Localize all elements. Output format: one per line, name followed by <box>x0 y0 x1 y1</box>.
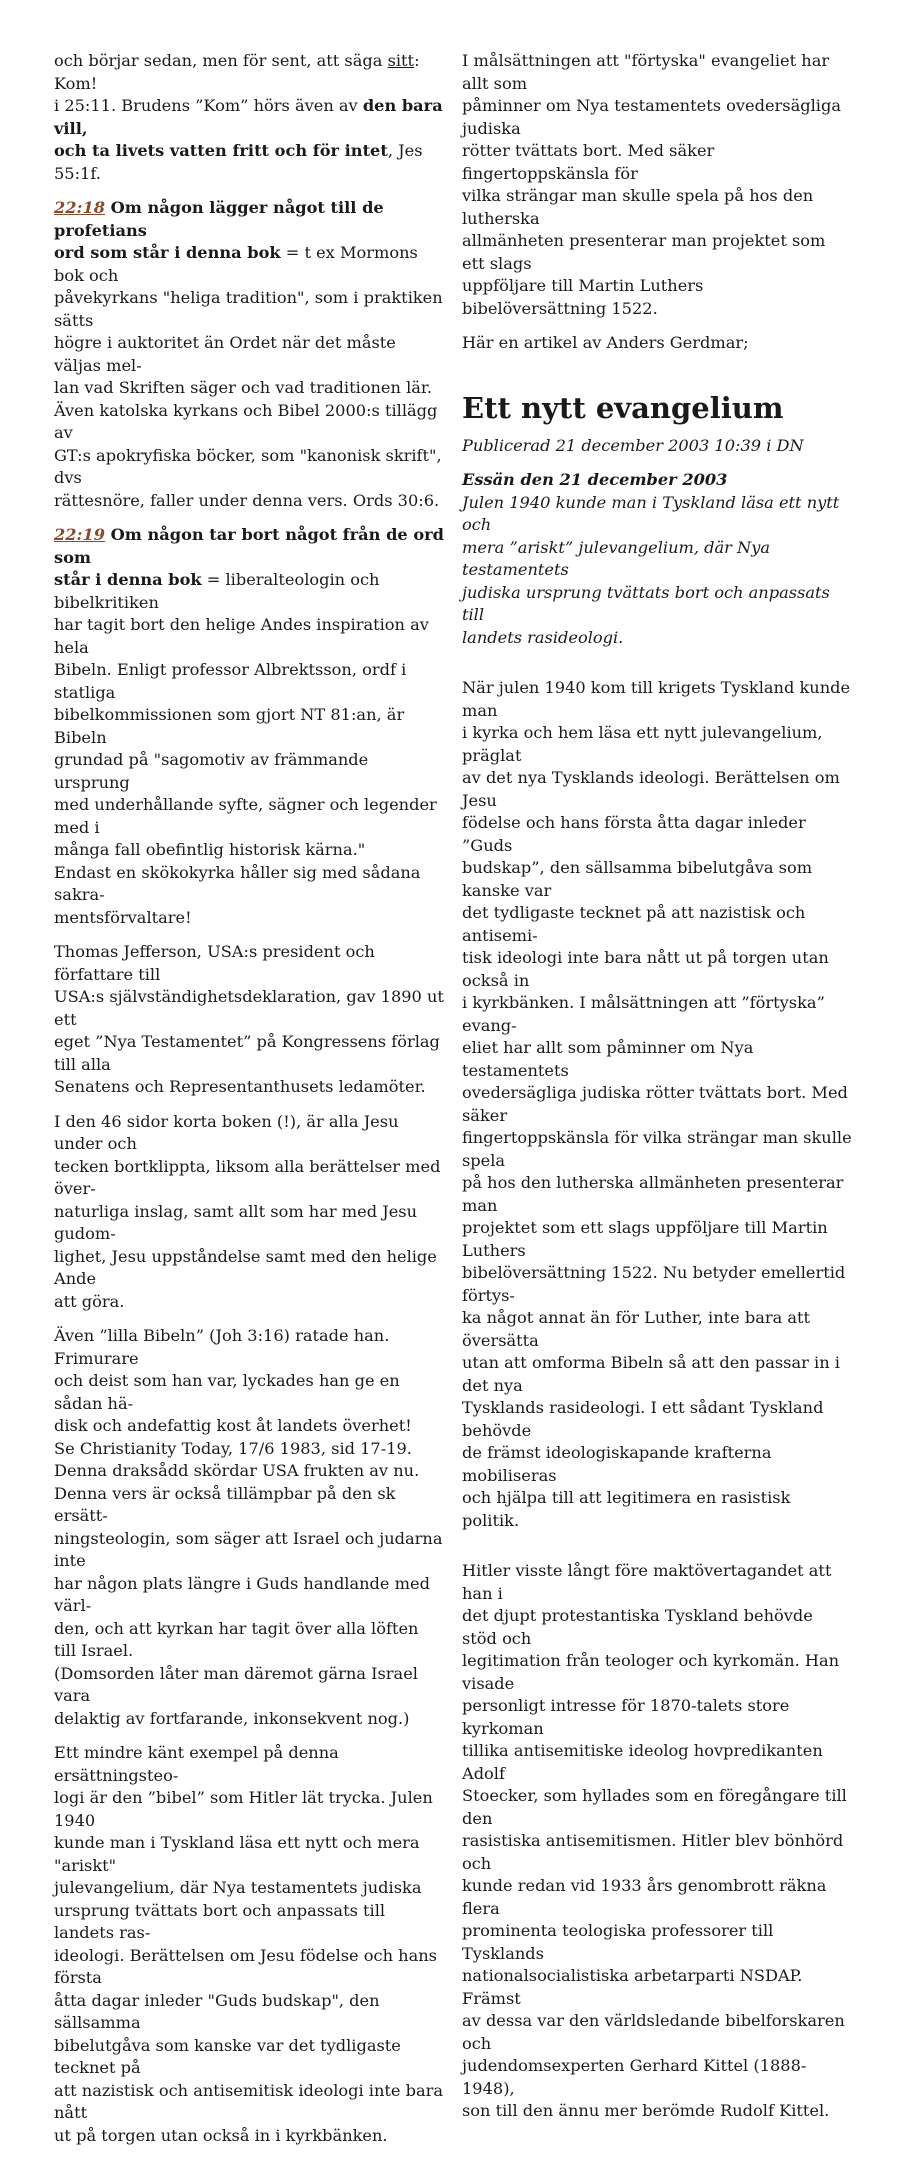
text-line: det tydligaste tecknet på att nazistisk och antisemi- <box>462 903 806 945</box>
bold-phrase: den bara vill, <box>54 96 443 138</box>
text-line: rasistiska antisemitismen. Hitler blev bönhörd och <box>462 1831 844 1873</box>
text-line: mentsförvaltare! <box>54 907 192 927</box>
text-line: prominenta teologiska professorer till Tysklands <box>462 1921 774 1963</box>
verse-link-22-18[interactable]: 22:18 <box>54 198 106 217</box>
text-line: ideologi. Berättelsen om Jesu födelse och hans första <box>54 1945 437 1987</box>
text-line: Senatens och Representanthusets ledamöter. <box>54 1077 426 1096</box>
text-line: grundad på "sagomotiv av främmande ursprung <box>54 750 369 792</box>
paragraph-hitler-theologians <box>462 1560 852 2123</box>
text-run: och börjar sedan, men för sent, att säga <box>54 51 388 70</box>
text-run: i 25:11. Brudens ”Kom” hörs även av <box>54 96 363 115</box>
text-line: Ett mindre känt exempel på denna ersättningsteo- <box>54 1743 339 1785</box>
text-line: på hos den lutherska allmänheten presenterar man <box>462 1173 844 1215</box>
text-run: = t ex Mormons bok och <box>54 243 418 285</box>
text-line: i kyrka och hem läsa ett nytt julevangelium, präglat <box>462 723 823 765</box>
text-line: bibelöversättning 1522. Nu betyder emellertid förtys- <box>462 1263 846 1305</box>
text-line: och deist som han var, lyckades han ge en sådan hä- <box>54 1371 400 1413</box>
text-line <box>54 50 444 95</box>
text-line <box>54 95 444 140</box>
text-line: och hjälpa till att legitimera en rasistisk politik. <box>462 1488 791 1530</box>
text-line: kunde man i Tyskland läsa ett nytt och mera "ariskt" <box>54 1833 420 1875</box>
text-line: landets rasideologi. <box>462 627 624 647</box>
text-line: Tysklands rasideologi. I ett sådant Tyskland behövde <box>462 1398 824 1440</box>
text-line: födelse och hans första åtta dagar inleder ”Guds <box>462 813 806 855</box>
text-line: projektet som ett slags uppföljare till Martin Luthers <box>462 1218 828 1260</box>
text-line: lan vad Skriften säger och vad traditionen lär. <box>54 378 433 397</box>
text-line: av det nya Tysklands ideologi. Berättelsen om Jesu <box>462 768 840 810</box>
verse-heading: Om någon tar bort något från de ord som <box>54 525 444 567</box>
text-line: fingertoppskänsla för vilka strängar man skulle spela <box>462 1128 852 1170</box>
text-run: = liberalteologin och bibelkritiken <box>54 570 380 612</box>
text-line: Även ”lilla Bibeln” (Joh 3:16) ratade han. Frimurare <box>54 1326 390 1368</box>
text-line: det djupt protestantiska Tyskland behövde stöd och <box>462 1606 813 1648</box>
paragraph-julen-1940 <box>462 677 852 1532</box>
text-line: (Domsorden låter man däremot gärna Israel vara <box>54 1663 418 1705</box>
text-line: rättesnöre, faller under denna vers. Ords 30:6. <box>54 490 440 510</box>
text-run: : Kom! <box>54 51 420 93</box>
text-line: Julen 1940 kunde man i Tyskland läsa ett nytt och <box>462 492 840 534</box>
text-line: vilka strängar man skulle spela på hos den lutherska <box>462 186 814 228</box>
text-line: legitimation från teologer och kyrkomän. Han visade <box>462 1651 840 1693</box>
text-line: att göra. <box>54 1291 125 1311</box>
article-byline: Publicerad 21 december 2003 10:39 i DN <box>462 435 804 455</box>
text-line: de främst ideologiskapande krafterna mobiliseras <box>462 1443 772 1485</box>
text-line: med underhållande syfte, sägner och legender med i <box>54 795 437 837</box>
article-subhead: Essän den 21 december 2003 <box>462 470 728 489</box>
text-line: lighet, Jesu uppståndelse samt med den helige Ande <box>54 1246 437 1288</box>
text-line: naturliga inslag, samt allt som har med Jesu gudom- <box>54 1201 418 1243</box>
text-line: julevangelium, där Nya testamentets judiska <box>54 1878 422 1897</box>
text-line: judiska ursprung tvättats bort och anpassats till <box>462 582 830 624</box>
text-line: uppföljare till Martin Luthers bibelöversättning 1522. <box>462 276 704 318</box>
paragraph-hitler-bible <box>54 1742 444 2147</box>
right-column <box>462 50 852 2135</box>
text-line <box>54 569 444 614</box>
text-line: har tagit bort den helige Andes inspiration av hela <box>54 615 429 657</box>
text-line: Även katolska kyrkans och Bibel 2000:s tillägg av <box>54 400 438 442</box>
text-line: allmänheten presenterar man projektet som ett slags <box>462 231 826 273</box>
paragraph-lilla-bibeln <box>54 1325 444 1730</box>
text-line: mera ”ariskt” julevangelium, där Nya testamentets <box>462 537 770 579</box>
text-line: disk och andefattig kost åt landets överhet! <box>54 1416 412 1435</box>
text-line: i kyrkbänken. I målsättningen att ”förtyska” evang- <box>462 993 825 1035</box>
text-line: av dessa var den världsledande bibelforskaren och <box>462 2011 845 2053</box>
paragraph-article-intro: Här en artikel av Anders Gerdmar; <box>462 333 749 352</box>
text-line: ovedersägliga judiska rötter tvättats bort. Med säker <box>462 1083 848 1125</box>
text-line: delaktig av fortfarande, inkonsekvent nog.) <box>54 1708 410 1728</box>
text-line: När julen 1940 kom till krigets Tyskland kunde man <box>462 678 851 720</box>
text-line: bibelkommissionen som gjort NT 81:an, är Bibeln <box>54 705 405 747</box>
text-line: rötter tvättats bort. Med säker fingertoppskänsla för <box>462 141 715 183</box>
text-line <box>54 140 444 185</box>
text-line: har någon plats längre i Guds handlande med värl- <box>54 1573 430 1615</box>
text-run: , Jes 55:1f. <box>54 141 423 183</box>
text-line: Se Christianity Today, 17/6 1983, sid 17-19. <box>54 1438 412 1458</box>
text-line: ningsteologin, som säger att Israel och judarna inte <box>54 1528 443 1570</box>
text-line: påminner om Nya testamentets ovedersägliga judiska <box>462 96 841 138</box>
text-line: I målsättningen att "förtyska" evangeliet har allt som <box>462 51 830 93</box>
text-line: kunde redan vid 1933 års genombrott räkna flera <box>462 1876 827 1918</box>
text-line: nationalsocialistiska arbetarparti NSDAP. Främst <box>462 1966 803 2008</box>
text-line: ut på torgen utan också in i kyrkbänken. <box>54 2125 388 2145</box>
text-line: högre i auktoritet än Ordet när det måste väljas mel- <box>54 333 396 375</box>
paragraph-verse-22-18 <box>54 197 444 512</box>
text-line: bibelutgåva som kanske var det tydligaste tecknet på <box>54 2035 401 2077</box>
text-line: judendomsexperten Gerhard Kittel (1888-1948), <box>462 2056 807 2098</box>
text-line: den, och att kyrkan har tagit över alla löften till Israel. <box>54 1618 419 1660</box>
text-line: eget ”Nya Testamentet” på Kongressens förlag till alla <box>54 1032 440 1074</box>
text-line: personligt intresse för 1870-talets store kyrkoman <box>462 1696 790 1738</box>
verse-heading: står i denna bok <box>54 570 202 589</box>
text-line: tisk ideologi inte bara nått ut på torgen utan också in <box>462 948 829 990</box>
article-lead <box>462 469 852 649</box>
text-line: Endast en skökokyrka håller sig med sådana sakra- <box>54 862 421 904</box>
text-line: tecken bortklippta, liksom alla berättelser med över- <box>54 1156 441 1198</box>
text-line: logi är den ”bibel” som Hitler lät trycka. Julen 1940 <box>54 1788 433 1830</box>
paragraph-revelation-22-17 <box>54 50 444 185</box>
text-line: Hitler visste långt före maktövertagandet att han i <box>462 1561 832 1603</box>
paragraph-jefferson <box>54 941 444 1099</box>
paragraph-verse-22-19 <box>54 524 444 929</box>
underlined-word: sitt <box>387 51 415 70</box>
text-line <box>54 524 444 569</box>
text-line: många fall obefintlig historisk kärna." <box>54 840 366 859</box>
verse-heading: Om någon lägger något till de profetians <box>54 198 384 240</box>
verse-heading: ord som står i denna bok <box>54 243 281 262</box>
text-line: Bibeln. Enligt professor Albrektsson, ordf i statliga <box>54 660 407 702</box>
text-line: I den 46 sidor korta boken (!), är alla Jesu under och <box>54 1111 399 1153</box>
text-line <box>54 197 444 242</box>
text-line: Denna vers är också tillämpbar på den sk ersätt- <box>54 1483 396 1525</box>
paragraph-jefferson-book <box>54 1111 444 1314</box>
left-column <box>54 50 444 2159</box>
text-line: att nazistisk och antisemitisk ideologi inte bara nått <box>54 2080 444 2122</box>
text-line: tillika antisemitiske ideolog hovpredikanten Adolf <box>462 1741 823 1783</box>
text-line: Thomas Jefferson, USA:s president och författare till <box>54 942 375 984</box>
text-line: son till den ännu mer berömde Rudolf Kittel. <box>462 2101 830 2120</box>
text-line: ursprung tvättats bort och anpassats till landets ras- <box>54 1900 386 1942</box>
text-line: eliet har allt som påminner om Nya testamentets <box>462 1038 754 1080</box>
text-line: Denna draksådd skördar USA frukten av nu. <box>54 1461 420 1480</box>
text-line: åtta dagar inleder "Guds budskap", den sällsamma <box>54 1990 380 2032</box>
bold-phrase: och ta livets vatten fritt och för intet <box>54 141 388 160</box>
text-line <box>54 242 444 287</box>
text-line: ka något annat än för Luther, inte bara att översätta <box>462 1308 811 1350</box>
verse-link-22-19[interactable]: 22:19 <box>54 525 106 544</box>
text-line: GT:s apokryfiska böcker, som "kanonisk skrift", dvs <box>54 445 442 487</box>
text-line: USA:s självständighetsdeklaration, gav 1890 ut ett <box>54 987 444 1029</box>
text-line: budskap”, den sällsamma bibelutgåva som kanske var <box>462 858 813 900</box>
text-line: utan att omforma Bibeln så att den passar in i det nya <box>462 1353 840 1395</box>
text-line: Stoecker, som hyllades som en föregångare till den <box>462 1786 847 1828</box>
article-title: Ett nytt evangelium <box>462 390 784 425</box>
paragraph-fortyska <box>462 50 852 320</box>
text-line: påvekyrkans "heliga tradition", som i praktiken sätts <box>54 288 443 330</box>
